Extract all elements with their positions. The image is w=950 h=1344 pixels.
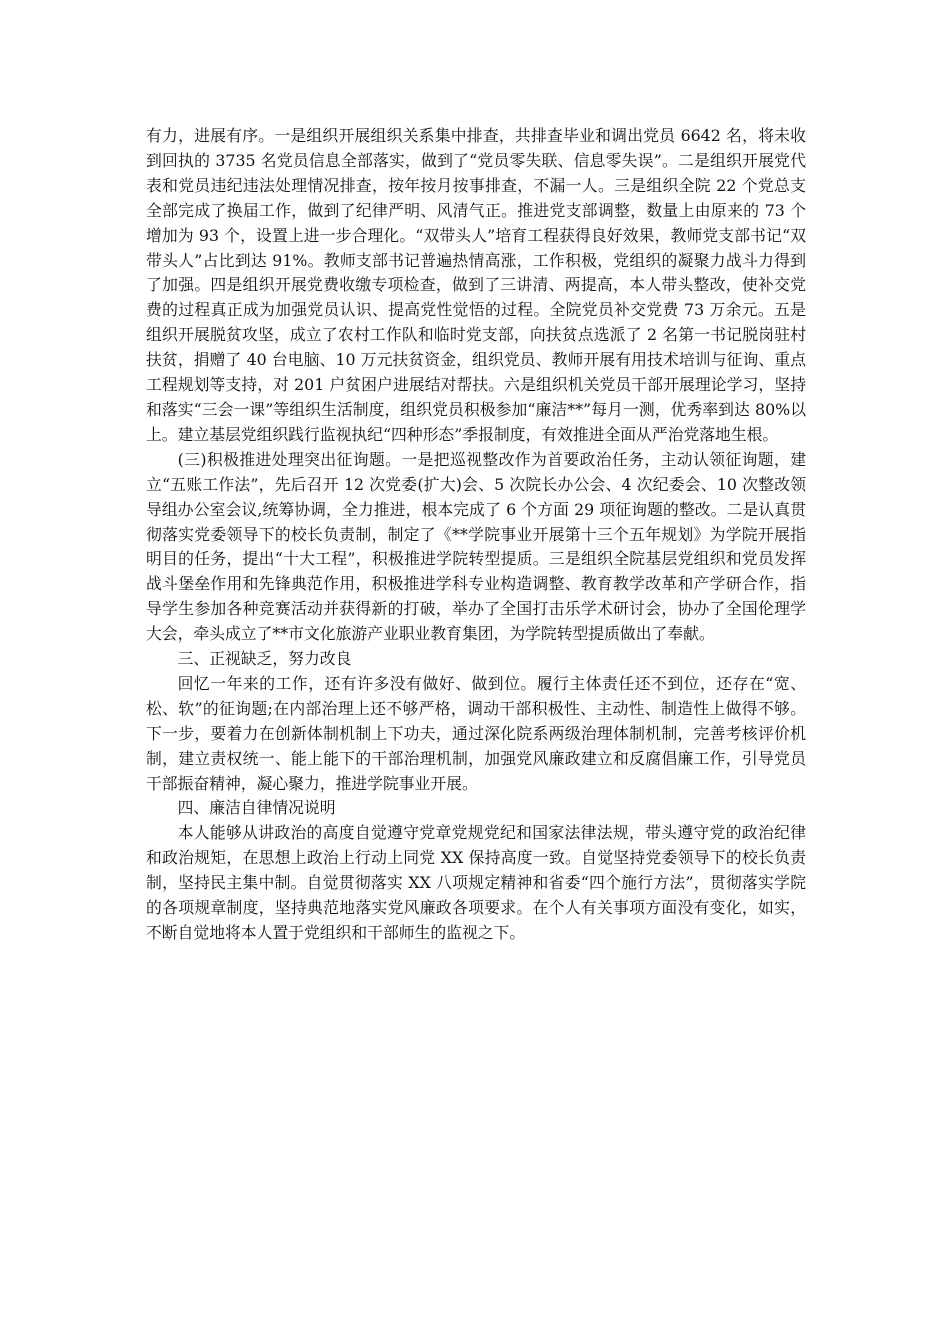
paragraph-work-summary-continued: 有力，进展有序。一是组织开展组织关系集中排查，共排查毕业和调出党员 6642 名，将未收到回执的 3735 名党员信息全部落实，做到了“党员零失联、信息零失误”。二是组织开展党代表和党员违纪违法处理情况排查，按年按月按事排查，不漏一人。三是组织全院 22 个党总支全部完成了换届工作，做到了纪律严明、风清气正。推进党支部调整，数量上由原来的 73 个增加为 93 个，设置上进一步合理化。“双带头人”培育工程获得良好效果，教师党支部书记“双带头人”占比到达 91%。教师支部书记普遍热情高涨，工作积极，党组织的凝聚力战斗力得到了加强。四是组织开展党费收缴专项检查，做到了三讲清、两提高，本人带头整改，使补交党费的过程真正成为加强党员认识、提高党性觉悟的过程。全院党员补交党费 73 万余元。五是组织开展脱贫攻坚，成立了农村工作队和临时党支部，向扶贫点选派了 2 名第一书记脱岗驻村扶贫，捐赠了 40 台电脑、10 万元扶贫资金，组织党员、教师开展有用技术培训与征询、重点工程规划等支持，对 201 户贫困户进展结对帮扶。六是组织机关党员干部开展理论学习，坚持和落实“三会一课”等组织生活制度，组织党员积极参加“廉洁**”每月一测，优秀率到达 80%以上。建立基层党组织践行监视执纪“四种形态”季报制度，有效推进全面从严治党落地生根。: [146, 126, 806, 444]
paragraph-section-three-problems-solved: (三)积极推进处理突出征询题。一是把巡视整改作为首要政治任务，主动认领征询题，建立“五账工作法”，先后召开 12 次党委(扩大)会、5 次院长办公会、4 次纪委会、10 次整改领导组办公室会议,统筹协调，全力推进，根本完成了 6 个方面 29 项征询题的整改。二是认真贯彻落实党委领导下的校长负责制，制定了《**学院事业开展第十三个五年规划》为学院开展指明目的任务，提出“十大工程”，积极推进学院转型提质。三是组织全院基层党组织和党员发挥战斗堡垒作用和先锋典范作用，积极推进学科专业构造调整、教育教学改革和产学研合作，指导学生参加各种竞赛活动并获得新的打破，举办了全国打击乐学术研讨会，协办了全国伦理学大会，牵头成立了**市文化旅游产业职业教育集团，为学院转型提质做出了奉献。: [146, 449, 806, 644]
heading-integrity-statement: 四、廉洁自律情况说明: [177, 798, 336, 818]
paragraph-integrity-statement: 本人能够从讲政治的高度自觉遵守党章党规党纪和国家法律法规，带头遵守党的政治纪律和政治规矩，在思想上政治上行动上同党 XX 保持高度一致。自觉坚持党委领导下的校长负责制，坚持民主集中制。自觉贯彻落实 XX 八项规定精神和省委“四个施行方法”，贯彻落实学院的各项规章制度，坚持典范地落实党风廉政各项要求。在个人有关事项方面没有变化，如实，不断自觉地将本人置于党组织和干部师生的监视之下。: [146, 823, 806, 942]
heading-shortcomings: 三、正视缺乏，努力改良: [177, 649, 352, 669]
document-body: [146, 124, 806, 946]
paragraph-shortcomings: 回忆一年来的工作，还有许多没有做好、做到位。履行主体责任还不到位，还存在“宽、松、软”的征询题;在内部治理上还不够严格，调动干部积极性、主动性、制造性上做得不够。下一步，要着力在创新体制机制上下功夫，通过深化院系两级治理体制机制，完善考核评价机制，建立责权统一、能上能下的干部治理机制，加强党风廉政建立和反腐倡廉工作，引导党员干部振奋精神，凝心聚力，推进学院事业开展。: [146, 673, 806, 793]
